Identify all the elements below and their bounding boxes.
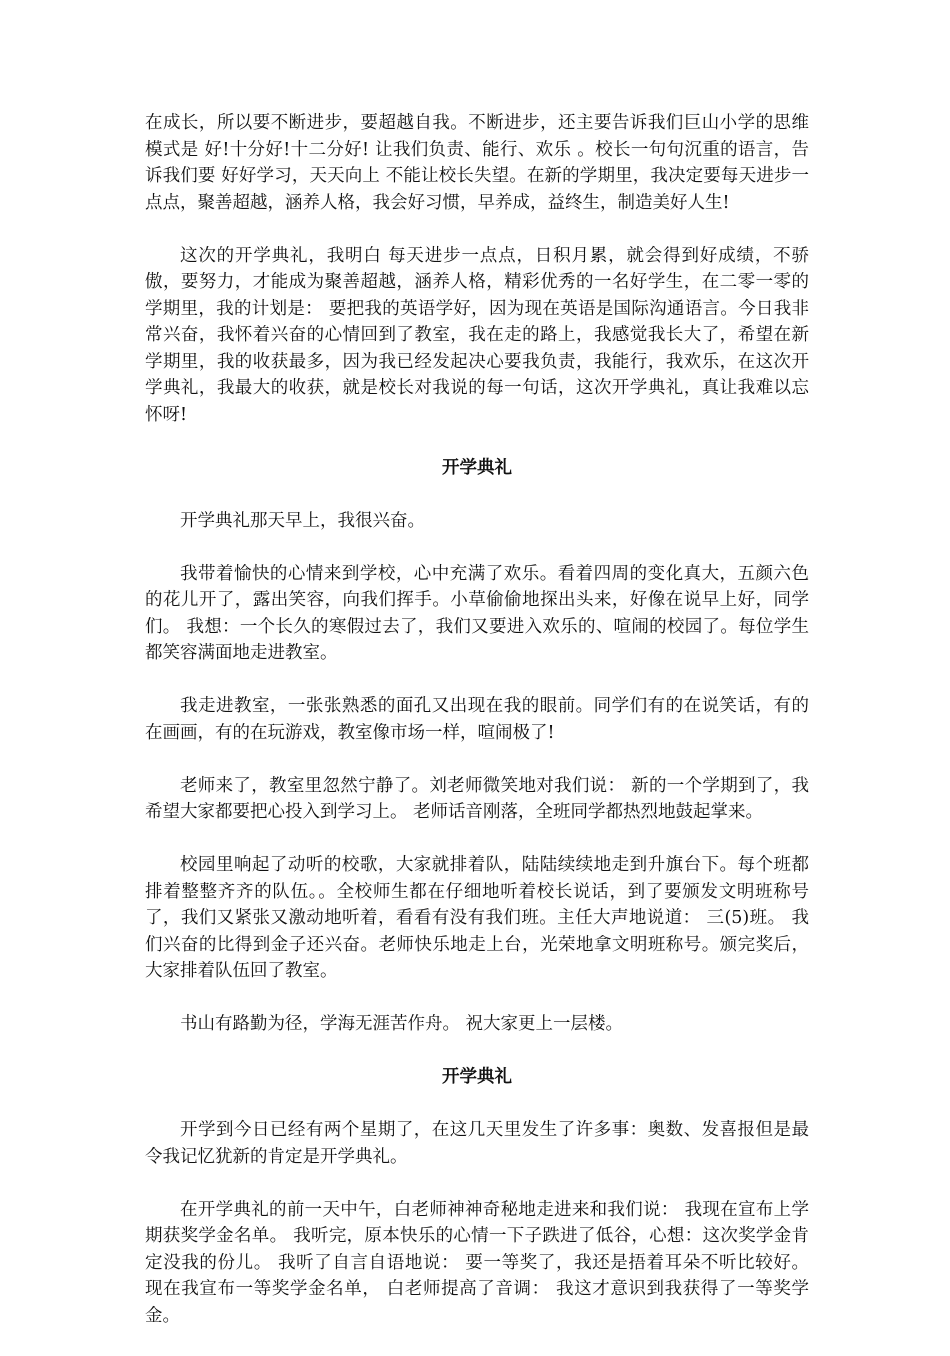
paragraph: 书山有路勤为径，学海无涯苦作舟。 祝大家更上一层楼。 [180, 1014, 624, 1034]
paragraph: 我走进教室，一张张熟悉的面孔又出现在我的眼前。同学们有的在说笑话，有的在画画，有的在玩游戏，教室像市场一样，喧闹极了! [145, 696, 809, 743]
section-title: 开学典礼 [442, 1067, 512, 1087]
paragraph: 这次的开学典礼，我明白 每天进步一点点，日积月累，就会得到好成绩，不骄傲，要努力，才能成为聚善超越，涵养人格，精彩优秀的一名好学生，在二零一零的学期里，我的计划是： 要把我的英语学好，因为现在英语是国际沟通语言。今日我非常兴奋，我怀着兴奋的心情回到了教室，我在走的路上，我感觉我长大了，希望在新学期里，我的收获最多，因为我已经发起决心要我负责，我能行，我欢乐，在这次开学典礼，我最大的收获，就是校长对我说的每一句话，这次开学典礼，真让我难以忘怀呀! [145, 245, 809, 425]
paragraph: 老师来了，教室里忽然宁静了。刘老师微笑地对我们说： 新的一个学期到了，我希望大家都要把心投入到学习上。 老师话音刚落，全班同学都热烈地鼓起掌来。 [145, 775, 809, 822]
paragraph: 开学典礼那天早上，我很兴奋。 [180, 510, 425, 531]
document-page [145, 110, 809, 1356]
paragraph: 我带着愉快的心情来到学校，心中充满了欢乐。看着四周的变化真大，五颜六色的花儿开了，露出笑容，向我们挥手。小草偷偷地探出头来，好像在说早上好，同学们。 我想：一个长久的寒假过去了，我们又要进入欢乐的、喧闹的校园了。每位学生都笑容满面地走进教室。 [145, 563, 809, 663]
section-title: 开学典礼 [442, 457, 512, 478]
paragraph: 在成长，所以要不断进步，要超越自我。不断进步，还主要告诉我们巨山小学的思维模式是 好!十分好!十二分好! 让我们负责、能行、欢乐 。校长一句句沉重的语言，告诉我们要 好好学习，天天向上 不能让校长失望。在新的学期里，我决定要每天进步一点点，聚善超越，涵养人格，我会好习惯，早养成，益终生，制造美好人生! [145, 113, 809, 213]
paragraph: 在开学典礼的前一天中午，白老师神神奇秘地走进来和我们说： 我现在宣布上学期获奖学金名单。 我听完，原本快乐的心情一下子跌进了低谷，心想：这次奖学金肯定没我的份儿。 我听了自言自语地说： 要一等奖了，我还是捂着耳朵不听比较好。 现在我宣布一等奖学金名单， 白老师提高了音调： 我这才意识到我获得了一等奖学金。 [145, 1199, 809, 1326]
paragraph: 校园里响起了动听的校歌，大家就排着队，陆陆续续地走到升旗台下。每个班都排着整整齐齐的队伍。。全校师生都在仔细地听着校长说话，到了要颁发文明班称号了，我们又紧张又激动地听着，看看有没有我们班。主任大声地说道： 三(5)班。 我们兴奋的比得到金子还兴奋。老师快乐地走上台，光荣地拿文明班称号。颁完奖后，大家排着队伍回了教室。 [145, 855, 809, 981]
paragraph: 开学到今日已经有两个星期了，在这几天里发生了许多事：奥数、发喜报但是最令我记忆犹新的肯定是开学典礼。 [145, 1120, 809, 1167]
